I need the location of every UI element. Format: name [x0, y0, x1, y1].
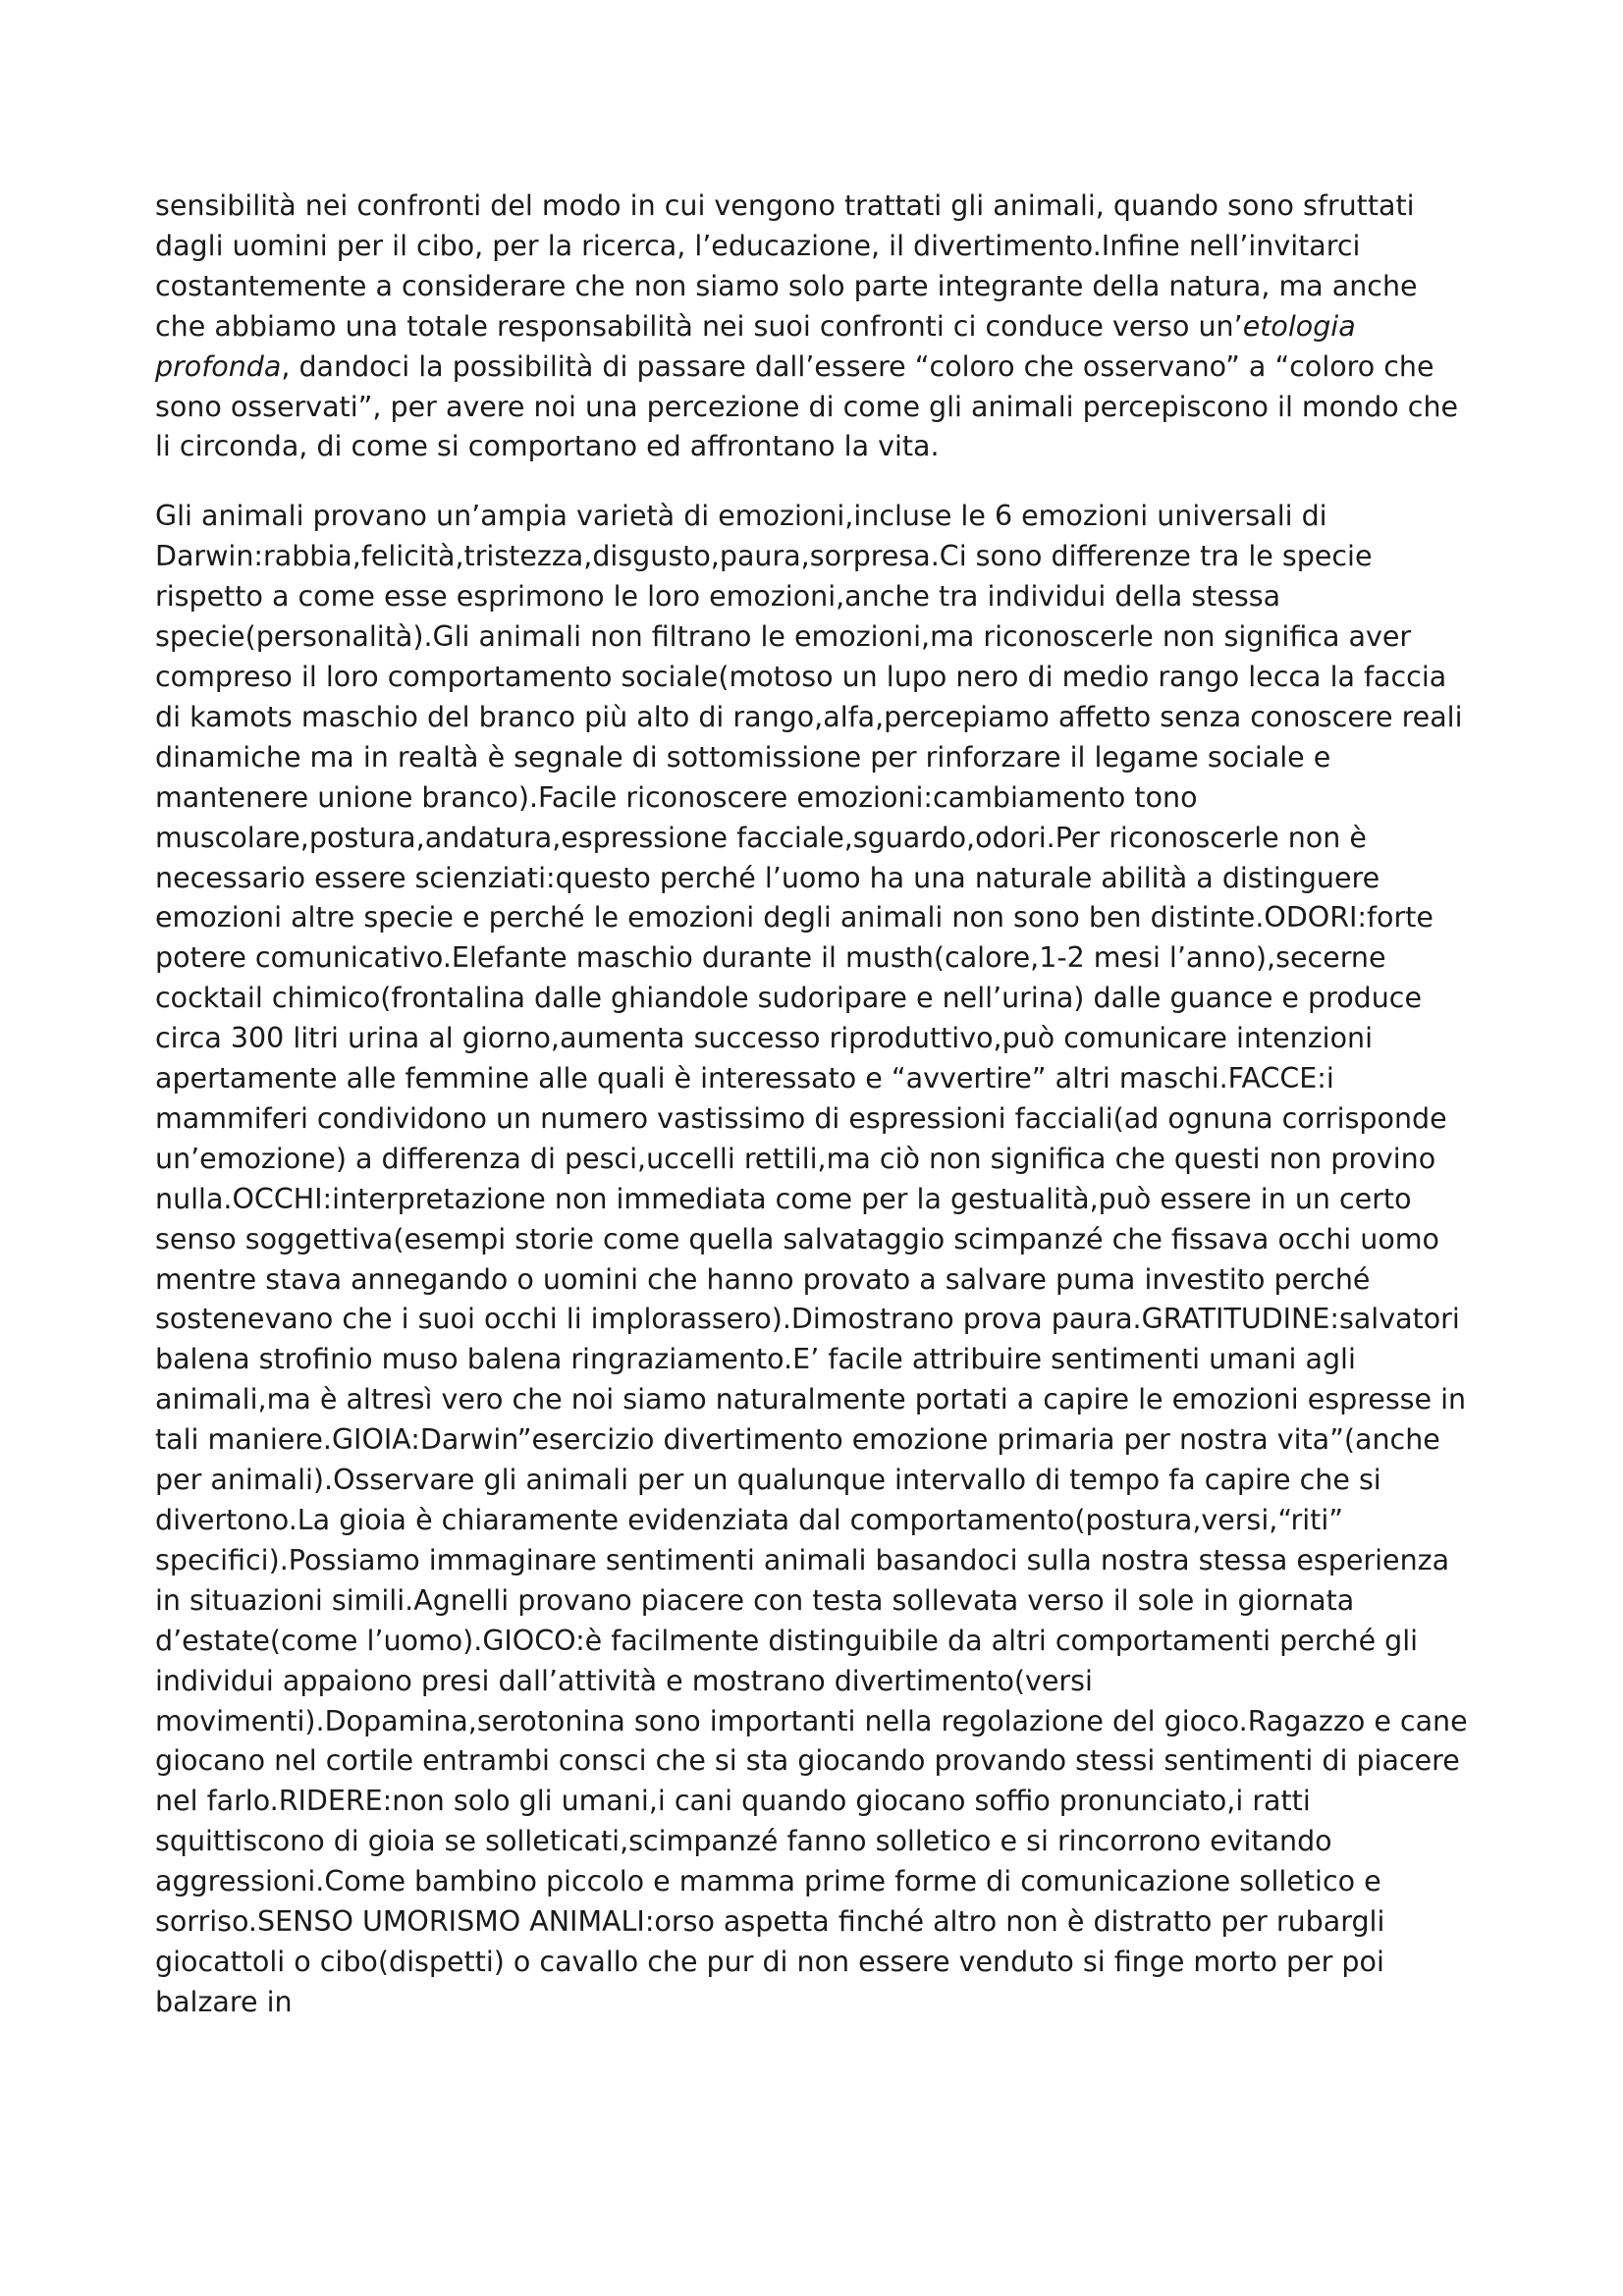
paragraph-emotions: Gli animali provano un’ampia varietà di emozioni,incluse le 6 emozioni universali di Darwin:rabbia,felicità,tristezza,disgusto,paura,sorpresa.Ci sono differenze tra le specie rispetto a come esse esprimono le loro emozioni,anche tra individui della stessa specie(personalità).Gli animali non filtrano le emozioni,ma riconoscerle non significa aver compreso il loro comportamento sociale(motoso un lupo nero di medio rango lecca la faccia di kamots maschio del branco più alto di rango,alfa,percepiamo affetto senza conoscere reali dinamiche ma in realtà è segnale di sottomissione per rinforzare il legame sociale e mantenere unione branco).Facile riconoscere emozioni:cambiamento tono muscolare,postura,andatura,espressione facciale,sguardo,odori.Per riconoscerle non è necessario essere scienziati:questo perché l’uomo ha una naturale abilità a distinguere emozioni altre specie e perché le emozioni degli animali non sono ben distinte.ODORI:forte potere comunicativo.Elefante maschio durante il musth(calore,1-2 mesi l’anno),secerne cocktail chimico(frontalina dalle ghiandole sudoripare e nell’urina) dalle guance e produce circa 300 litri urina al giorno,aumenta successo riproduttivo,può comunicare intenzioni apertamente alle femmine alle quali è interessato e “avvertire” altri maschi.FACCE:i mammiferi condividono un numero vastissimo di espressioni facciali(ad ognuna corrisponde un’emozione) a differenza di pesci,uccelli rettili,ma ciò non significa che questi non provino nulla.OCCHI:interpretazione non immediata come per la gestualità,può essere in un certo senso soggettiva(esempi storie come quella salvataggio scimpanzé che fissava occhi uomo mentre stava annegando o uomini che hanno provato a salvare puma investito perché sostenevano che i suoi occhi li implorassero).Dimostrano prova paura.GRATITUDINE:salvatori balena strofinio muso balena ringraziamento.E’ facile attribuire sentimenti umani agli animali,ma è altresì vero che noi siamo naturalmente portati a capire le emozioni espresse in tali maniere.GIOIA:Darwin”esercizio divertimento emozione primaria per nostra vita”(anche per animali).Osservare gli animali per un qualunque intervallo di tempo fa capire che si divertono.La gioia è chiaramente evidenziata dal comportamento(postura,versi,“riti” specifici).Possiamo immaginare sentimenti animali basandoci sulla nostra stessa esperienza in situazioni simili.Agnelli provano piacere con testa sollevata verso il sole in giornata d’estate(come l’uomo).GIOCO:è facilmente distinguibile da altri comportamenti perché gli individui appaiono presi dall’attività e mostrano divertimento(versi movimenti).Dopamina,serotonina sono importanti nella regolazione del gioco.Ragazzo e cane giocano nel cortile entrambi consci che si sta giocando provando stessi sentimenti di piacere nel farlo.RIDERE:non solo gli umani,i cani quando giocano soffio pronunciato,i ratti squittiscono di gioia se solleticati,scimpanzé fanno solletico e si rincorrono evitando aggressioni.Come bambino piccolo e mamma prime forme di comunicazione solletico e sorriso.SENSO UMORISMO ANIMALI:orso aspetta finché altro non è distratto per rubargli giocattoli o cibo(dispetti) o cavallo che pur di non essere venduto si finge morto per poi balzare in: [155, 500, 1468, 2018]
paragraph-1-text-before: sensibilità nei confronti del modo in cui vengono trattati gli animali, quando sono sfruttati dagli uomini per il cibo, per la ricerca, l’educazione, il divertimento.Infine nell’invitarci costantemente a considerare che non siamo solo parte integrante della natura, ma anche che abbiamo una totale responsabilità nei suoi confronti ci conduce verso un’: [155, 189, 1418, 343]
paragraph-ethology: [155, 187, 1471, 467]
paragraph-1-text-after: , dandoci la possibilità di passare dall’essere “coloro che osservano” a “coloro che sono osservati”, per avere noi una percezione di come gli animali percepiscono il mondo che li circonda, di come si comportano ed affrontano la vita.: [155, 349, 1459, 463]
italic-term: etologia profonda: [155, 309, 1356, 383]
document-page: [155, 187, 1471, 2023]
